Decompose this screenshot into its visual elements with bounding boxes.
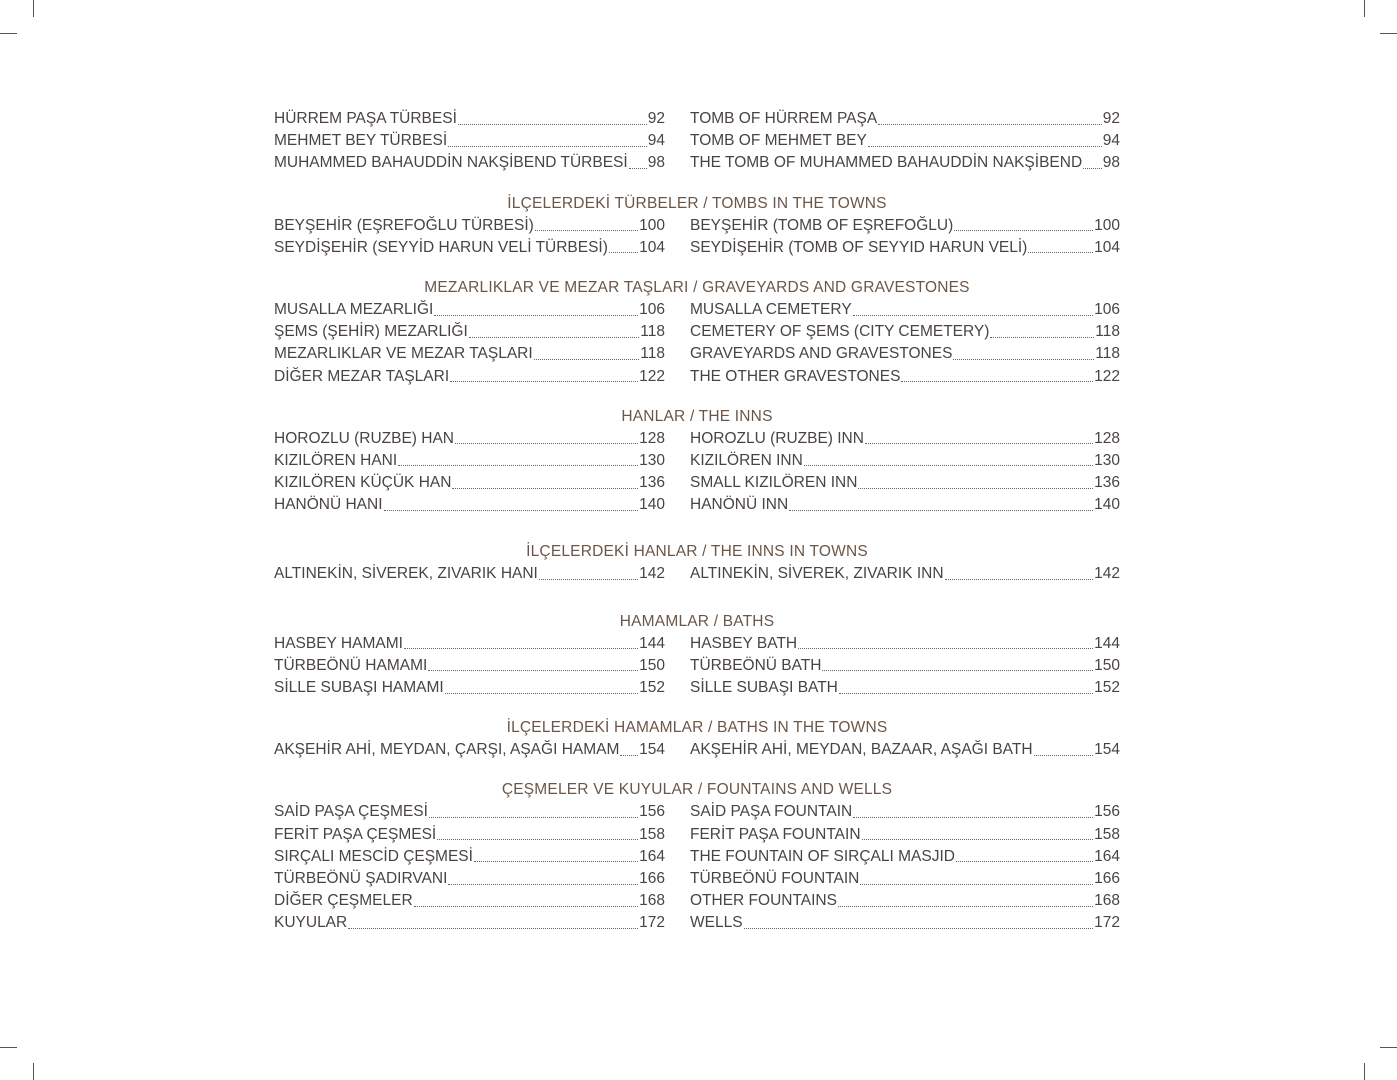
page-number: 106 [1094,300,1120,318]
page-number: 172 [1094,914,1120,932]
page-number: 158 [1094,825,1120,843]
entry-title: THE OTHER GRAVESTONES [690,367,901,385]
turkish-column [274,801,665,934]
entry-title: TÜRBEÖNÜ ŞADIRVANI [274,869,448,887]
page-number: 118 [640,323,665,341]
page-number: 128 [639,429,665,447]
entry-title: SIRÇALI MESCİD ÇEŞMESİ [274,847,473,865]
dot-leader [609,252,638,253]
dot-leader [853,315,1093,316]
entry-title: TOMB OF HÜRREM PAŞA [690,110,878,127]
page-number: 152 [639,679,665,696]
page-number: 94 [1102,132,1120,150]
page-number: 172 [639,914,665,932]
toc-entry[interactable] [274,450,665,472]
entry-title: ALTINEKİN, SİVEREK, ZIVARIK INN [690,565,944,583]
dot-leader [620,755,638,756]
crop-mark [33,0,34,17]
entry-title: HOROZLU (RUZBE) HAN [274,429,454,447]
dot-leader [414,906,638,907]
toc-entry[interactable] [690,237,1120,259]
page-number: 156 [639,803,665,821]
dot-leader [437,839,638,840]
entry-title: SAİD PAŞA FOUNTAIN [690,803,853,821]
english-column [690,299,1120,388]
entry-title: TÜRBEÖNÜ FOUNTAIN [690,869,860,887]
page-number: 122 [639,367,665,385]
entry-title: KIZILÖREN HANI [274,451,398,469]
toc-entry[interactable] [690,343,1120,365]
section-heading: HAMAMLAR / BATHS [619,612,775,630]
dot-leader [428,670,638,671]
dot-leader [452,488,638,489]
entry-title: BEYŞEHİR (EŞREFOĞLU TÜRBESİ) [274,216,534,234]
toc-entry[interactable] [690,215,1120,237]
page-number: 150 [639,656,665,674]
dot-leader [789,510,1093,511]
toc-entry[interactable] [690,366,1120,388]
page-number: 130 [1094,451,1120,469]
toc-entry[interactable] [690,299,1120,321]
toc-section [274,779,1120,934]
entry-title: MUSALLA MEZARLIĞI [274,300,434,318]
toc-entry[interactable] [690,801,1120,823]
page-number: 156 [1094,803,1120,821]
entry-title: ALTINEKİN, SİVEREK, ZIVARIK HANI [274,565,538,583]
section-heading: HANLAR / THE INNS [621,407,773,425]
page-number: 92 [1102,110,1120,127]
dot-leader [629,168,647,169]
entry-title: AKŞEHİR AHİ, MEYDAN, ÇARŞI, AŞAĞI HAMAM [274,741,620,759]
entry-title: AKŞEHİR AHİ, MEYDAN, BAZAAR, AŞAĞI BATH [690,741,1033,759]
dot-leader [839,693,1093,694]
page-number: 136 [1094,474,1120,492]
entry-title: TOMB OF MEHMET BEY [690,132,867,150]
toc-section [274,277,1120,388]
dot-leader [448,884,638,885]
page-number: 150 [1094,656,1120,674]
dot-leader [469,337,640,338]
toc-section [274,406,1120,517]
entry-title: THE FOUNTAIN OF SIRÇALI MASJID [690,847,955,865]
toc-entry[interactable] [690,450,1120,472]
page-number: 98 [647,154,665,172]
entry-title: TÜRBEÖNÜ HAMAMI [274,656,428,674]
english-column [690,428,1120,517]
page-number: 166 [1094,869,1120,887]
toc-entry[interactable] [274,343,665,365]
toc-entry[interactable] [274,428,665,450]
toc-entry[interactable] [690,494,1120,516]
page-number: 164 [639,847,665,865]
dot-leader [445,693,638,694]
dot-leader [1028,252,1093,253]
toc-entry[interactable] [274,633,665,655]
turkish-column [274,633,665,700]
dot-leader [455,443,638,444]
toc-section [274,193,1120,259]
toc-entry[interactable] [690,912,1120,934]
dot-leader [458,124,647,125]
section-heading: MEZARLIKLAR VE MEZAR TAŞLARI / GRAVEYARDS AND GRAVESTONES [424,278,970,296]
dot-leader [868,146,1102,147]
toc-entry[interactable] [690,824,1120,846]
crop-mark [33,1063,34,1080]
page-number: 142 [639,565,665,583]
page-number: 98 [1102,154,1120,172]
toc-entry[interactable] [690,890,1120,912]
page-number: 168 [639,892,665,910]
entry-title: OTHER FOUNTAINS [690,892,837,910]
page-number: 106 [639,300,665,318]
toc-entry[interactable] [690,563,1120,585]
page-number: 154 [639,741,665,759]
entry-title: DİĞER ÇEŞMELER [274,892,413,910]
toc-entry[interactable] [690,739,1120,761]
toc-entry[interactable] [690,677,1120,699]
dot-leader [990,337,1094,338]
dot-leader [1034,755,1094,756]
toc-entry[interactable] [274,366,665,388]
dot-leader [534,359,640,360]
toc-entry[interactable] [690,846,1120,868]
entry-title: HASBEY BATH [690,634,798,652]
crop-mark [1380,33,1397,34]
section-heading: İLÇELERDEKİ HANLAR / THE INNS IN TOWNS [526,543,868,561]
table-of-contents [274,108,1120,935]
toc-entry[interactable] [274,890,665,912]
entry-title: CEMETERY OF ŞEMS (CITY CEMETERY) [690,323,990,341]
crop-mark [1380,1047,1397,1048]
entry-title: ŞEMS (ŞEHİR) MEZARLIĞI [274,323,468,341]
page-number: 140 [1094,496,1120,514]
dot-leader [860,884,1093,885]
toc-entry[interactable] [690,868,1120,890]
dot-leader [539,579,638,580]
dot-leader [804,465,1093,466]
entry-title: HOROZLU (RUZBE) INN [690,429,864,447]
entry-title: GRAVEYARDS AND GRAVESTONES [690,345,953,363]
dot-leader [474,861,638,862]
dot-leader [1083,168,1102,169]
english-column [690,739,1120,761]
dot-leader [404,648,638,649]
turkish-column [274,563,665,585]
toc-section [274,108,1120,175]
dot-leader [398,465,638,466]
section-heading: İLÇELERDEKİ TÜRBELER / TOMBS IN THE TOWNS [507,194,887,212]
dot-leader [953,359,1094,360]
toc-entry[interactable] [274,563,665,585]
toc-entry[interactable] [274,321,665,343]
page-number: 152 [1094,679,1120,696]
toc-entry[interactable] [690,321,1120,343]
page-number: 168 [1094,892,1120,910]
turkish-column [274,299,665,388]
dot-leader [865,443,1093,444]
crop-mark [0,1047,17,1048]
toc-entry[interactable] [274,739,665,761]
entry-title: HASBEY HAMAMI [274,634,403,652]
dot-leader [448,146,647,147]
entry-title: FERİT PAŞA FOUNTAIN [690,825,861,843]
toc-entry[interactable] [690,633,1120,655]
toc-entry[interactable] [274,801,665,823]
entry-title: TÜRBEÖNÜ BATH [690,656,822,674]
page-number: 144 [639,634,665,652]
dot-leader [853,817,1093,818]
dot-leader [878,124,1102,125]
page-number: 104 [1094,238,1120,256]
toc-entry[interactable] [690,130,1120,152]
toc-entry[interactable] [274,868,665,890]
page-number: 158 [639,825,665,843]
toc-entry[interactable] [274,655,665,677]
dot-leader [954,230,1093,231]
english-column [690,633,1120,700]
dot-leader [798,648,1093,649]
toc-entry[interactable] [274,677,665,699]
dot-leader [744,928,1094,929]
page-number: 104 [639,238,665,256]
english-column [690,563,1120,585]
entry-title: MEZARLIKLAR VE MEZAR TAŞLARI [274,345,533,363]
entry-title: SAİD PAŞA ÇEŞMESİ [274,803,428,821]
toc-entry[interactable] [274,824,665,846]
toc-entry[interactable] [274,846,665,868]
dot-leader [945,579,1094,580]
dot-leader [858,488,1093,489]
toc-entry[interactable] [274,912,665,934]
page-number: 144 [1094,634,1120,652]
page-number: 142 [1094,565,1120,583]
entry-title: SİLLE SUBAŞI HAMAMI [274,679,444,696]
page-number: 118 [640,345,665,363]
entry-title: KIZILÖREN INN [690,451,803,469]
entry-title: HANÖNÜ HANI [274,496,383,514]
crop-mark [1364,1063,1365,1080]
page-number: 100 [639,216,665,234]
toc-entry[interactable] [274,494,665,516]
entry-title: SEYDİŞEHİR (TOMB OF SEYYID HARUN VELİ) [690,238,1028,256]
toc-entry[interactable] [690,428,1120,450]
entry-title: SMALL KIZILÖREN INN [690,474,858,492]
toc-entry[interactable] [274,237,665,259]
toc-entry[interactable] [274,299,665,321]
toc-entry[interactable] [274,152,665,174]
dot-leader [348,928,638,929]
turkish-column [274,215,665,259]
toc-entry[interactable] [274,215,665,237]
dot-leader [901,381,1093,382]
entry-title: MUSALLA CEMETERY [690,300,852,318]
toc-entry[interactable] [690,152,1120,174]
page-number: 154 [1094,741,1120,759]
dot-leader [450,381,638,382]
dot-leader [384,510,639,511]
toc-section [274,611,1120,700]
dot-leader [838,906,1093,907]
english-column [690,801,1120,934]
entry-title: DİĞER MEZAR TAŞLARI [274,367,450,385]
dot-leader [956,861,1093,862]
page-number: 118 [1095,323,1120,341]
english-column [690,215,1120,259]
page-number: 92 [647,110,665,127]
toc-entry[interactable] [274,130,665,152]
toc-entry[interactable] [274,472,665,494]
dot-leader [535,230,638,231]
page-number: 100 [1094,216,1120,234]
section-heading: ÇEŞMELER VE KUYULAR / FOUNTAINS AND WELLS [501,781,893,799]
entry-title: WELLS [690,914,743,932]
toc-entry[interactable] [274,108,665,130]
dot-leader [429,817,638,818]
entry-title: SEYDİŞEHİR (SEYYİD HARUN VELİ TÜRBESİ) [274,238,608,256]
entry-title: MEHMET BEY TÜRBESİ [274,132,448,150]
turkish-column [274,108,665,175]
entry-title: KIZILÖREN KÜÇÜK HAN [274,474,452,492]
entry-title: HANÖNÜ INN [690,496,789,514]
page-number: 122 [1094,367,1120,385]
english-column [690,108,1120,175]
toc-entry[interactable] [690,472,1120,494]
entry-title: HÜRREM PAŞA TÜRBESİ [274,110,457,127]
page-number: 136 [639,474,665,492]
entry-title: BEYŞEHİR (TOMB OF EŞREFOĞLU) [690,216,954,234]
toc-section [274,541,1120,585]
crop-mark [0,33,17,34]
toc-entry[interactable] [690,108,1120,130]
page-number: 118 [1095,345,1120,363]
page-number: 94 [647,132,665,150]
entry-title: MUHAMMED BAHAUDDİN NAKŞİBEND TÜRBESİ [274,154,628,172]
page-number: 166 [639,869,665,887]
dot-leader [822,670,1093,671]
dot-leader [434,315,638,316]
entry-title: FERİT PAŞA ÇEŞMESİ [274,825,437,843]
page-number: 130 [639,451,665,469]
turkish-column [274,428,665,517]
page-number: 128 [1094,429,1120,447]
dot-leader [862,839,1094,840]
toc-section [274,717,1120,761]
crop-mark [1364,0,1365,17]
page-number: 140 [639,496,665,514]
turkish-column [274,739,665,761]
entry-title: THE TOMB OF MUHAMMED BAHAUDDİN NAKŞİBEND [690,154,1083,172]
entry-title: SİLLE SUBAŞI BATH [690,679,838,696]
toc-entry[interactable] [690,655,1120,677]
page-number: 164 [1094,847,1120,865]
section-heading: İLÇELERDEKİ HAMAMLAR / BATHS IN THE TOWNS [506,719,888,737]
entry-title: KUYULAR [274,914,348,932]
